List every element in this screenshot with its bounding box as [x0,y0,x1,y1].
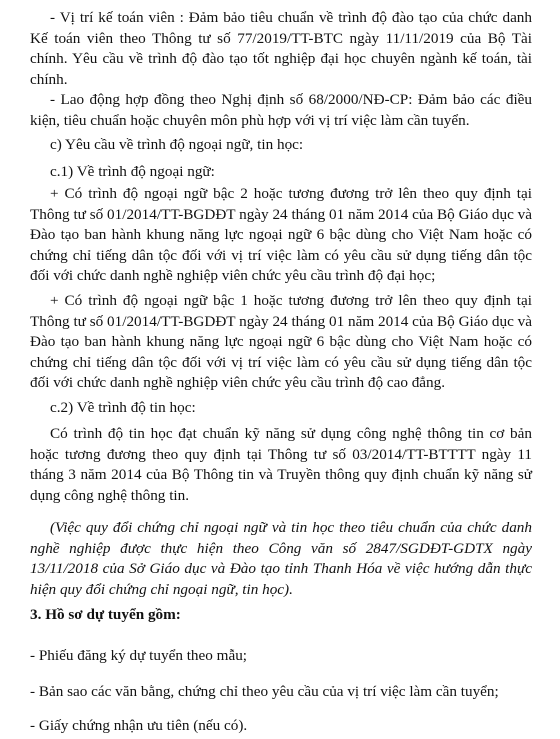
paragraph-language-level-2: + Có trình độ ngoại ngữ bậc 2 hoặc tương đương trở lên theo quy định tại Thông tư số 01/2014/TT-BGDĐT ngày 24 tháng 01 năm 2014 của Bộ Giáo dục và Đào tạo ban hành khung năng lực ngoại ngữ 6 bậc dùng cho Việt Nam hoặc có chứng chỉ tiếng dân tộc đối với vị trí việc làm có yêu cầu sử dụng tiếng dân tộc đối với chức danh nghề nghiệp viên chức yêu cầu trình độ đại học; [30,185,532,284]
heading-foreign-language: c.1) Về trình độ ngoại ngữ: [50,163,215,180]
paragraph-conversion-note: (Việc quy đổi chứng chỉ ngoại ngữ và tin học theo tiêu chuẩn của chức danh nghề nghiệp được thực hiện theo Công văn số 2847/SGDĐT-GDTX ngày 13/11/2018 của Sở Giáo dục và Đào tạo tỉnh Thanh Hóa về việc hướng dẫn thực hiện quy đổi chứng chỉ ngoại ngữ, tin học). [30,519,532,598]
paragraph-labor-contract: - Lao động hợp đồng theo Nghị định số 68/2000/NĐ-CP: Đảm bảo các điều kiện, tiêu chuẩn hoặc chuyên môn phù hợp với vị trí việc làm cần tuyển. [30,91,532,129]
paragraph-language-level-1: + Có trình độ ngoại ngữ bậc 1 hoặc tương đương trở lên theo quy định tại Thông tư số 01/2014/TT-BGDĐT ngày 24 tháng 01 năm 2014 của Bộ Giáo dục và Đào tạo ban hành khung năng lực ngoại ngữ 6 bậc dùng cho Việt Nam hoặc có chứng chỉ tiếng dân tộc đối với vị trí việc làm có yêu cầu sử dụng tiếng dân tộc đối với chức danh nghề nghiệp viên chức yêu cầu trình độ cao đẳng. [30,292,532,391]
list-item-diploma-copies: - Bản sao các văn bằng, chứng chỉ theo yêu cầu của vị trí việc làm cần tuyển; [30,683,499,700]
heading-application-documents: 3. Hồ sơ dự tuyển gồm: [30,606,181,623]
heading-it-skills: c.2) Về trình độ tin học: [50,399,196,416]
list-item-registration-form: - Phiếu đăng ký dự tuyển theo mẫu; [30,647,248,664]
paragraph-it-standard: Có trình độ tin học đạt chuẩn kỹ năng sử dụng công nghệ thông tin cơ bản hoặc tương đương theo quy định tại Thông tư số 03/2014/TT-BTTTT ngày 11 tháng 3 năm 2014 của Bộ Thông tin và Truyền thông quy định chuẩn kỹ năng sử dụng công nghệ thông tin. [30,425,532,504]
list-item-priority-certificate: - Giấy chứng nhận ưu tiên (nếu có). [30,717,248,734]
heading-language-it-requirements: c) Yêu cầu về trình độ ngoại ngữ, tin học: [50,136,304,153]
paragraph-accountant-requirement: - Vị trí kế toán viên : Đảm bảo tiêu chuẩn về trình độ đào tạo của chức danh Kế toán viên theo Thông tư số 77/2019/TT-BTC ngày 11/11/2019 của Bộ Tài chính. Yêu cầu về trình độ đào tạo tốt nghiệp đại học chuyên ngành kế toán, tài chính. [30,9,532,88]
